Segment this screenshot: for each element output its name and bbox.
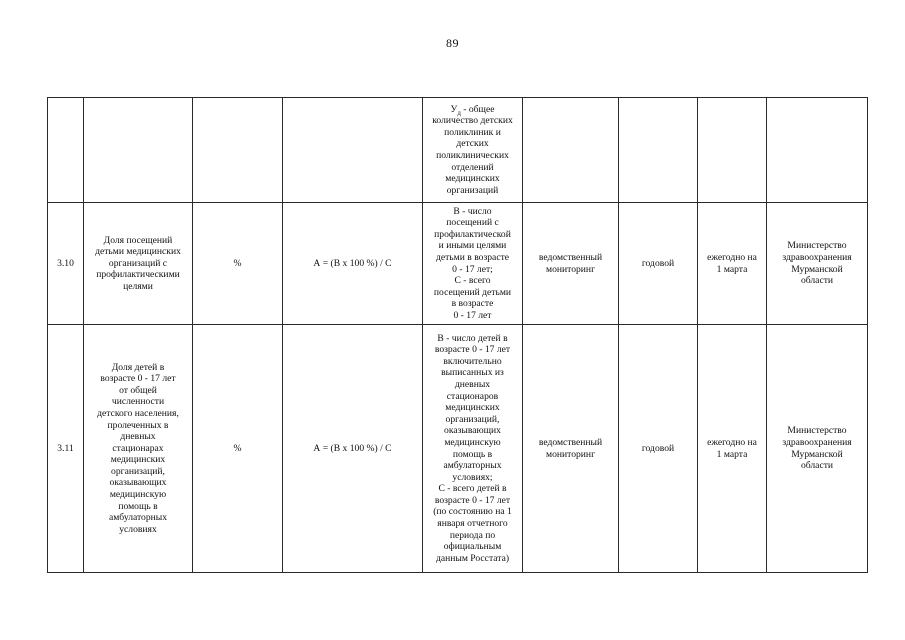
table-row (48, 98, 868, 203)
periodicity-cell (619, 98, 698, 203)
row-number-cell (48, 98, 84, 203)
indicator-table (47, 97, 868, 573)
responsible-cell (767, 98, 868, 203)
submission-term-cell: ежегодно на 1 марта (698, 203, 767, 325)
table-row (48, 203, 868, 325)
indicator-name-cell (84, 98, 193, 203)
description-cell (423, 98, 523, 203)
indicator-name-cell: Доля посещений детьми медицинских организаций с профилактическими целями (84, 203, 193, 325)
indicator-name-cell: Доля детей в возрасте 0 - 17 лет от общей численности детского населения, пролеченных в дневных стационарах медицинских организаций, оказывающих медицинскую помощь в амбулаторных условиях (84, 325, 193, 573)
table-row (48, 325, 868, 573)
unit-cell: % (193, 203, 283, 325)
responsible-cell: Министерство здравоохранения Мурманской области (767, 325, 868, 573)
description-cell: В - число детей в возрасте 0 - 17 лет включительно выписанных из дневных стационаров медицинских организаций, оказывающих медицинскую помощь в амбулаторных условиях; С - всего детей в возрасте 0 - 17 лет (по состоянию на 1 января отчетного периода по официальным данным Росстата) (423, 325, 523, 573)
formula-cell: А = (В х 100 %) / С (283, 325, 423, 573)
data-source-cell: ведомственный мониторинг (523, 203, 619, 325)
page-number: 89 (446, 36, 459, 50)
row-number-cell: 3.11 (48, 325, 84, 573)
description-variable: У (450, 103, 458, 115)
unit-cell: % (193, 325, 283, 573)
submission-term-cell (698, 98, 767, 203)
periodicity-cell: годовой (619, 325, 698, 573)
submission-term-cell: ежегодно на 1 марта (698, 325, 767, 573)
description-cell: В - число посещений с профилактической и иными целями детьми в возрасте 0 - 17 лет; С - всего посещений детьми в возрасте 0 - 17 лет (423, 203, 523, 325)
formula-cell: А = (В х 100 %) / С (283, 203, 423, 325)
description-text: - общее количество детских поликлиник и детских поликлинических отделений медицинских организаций (432, 103, 513, 196)
unit-cell (193, 98, 283, 203)
data-source-cell (523, 98, 619, 203)
row-number-cell: 3.10 (48, 203, 84, 325)
description-variable-subscript: д (457, 108, 461, 117)
data-source-cell: ведомственный мониторинг (523, 325, 619, 573)
periodicity-cell: годовой (619, 203, 698, 325)
responsible-cell: Министерство здравоохранения Мурманской области (767, 203, 868, 325)
formula-cell (283, 98, 423, 203)
